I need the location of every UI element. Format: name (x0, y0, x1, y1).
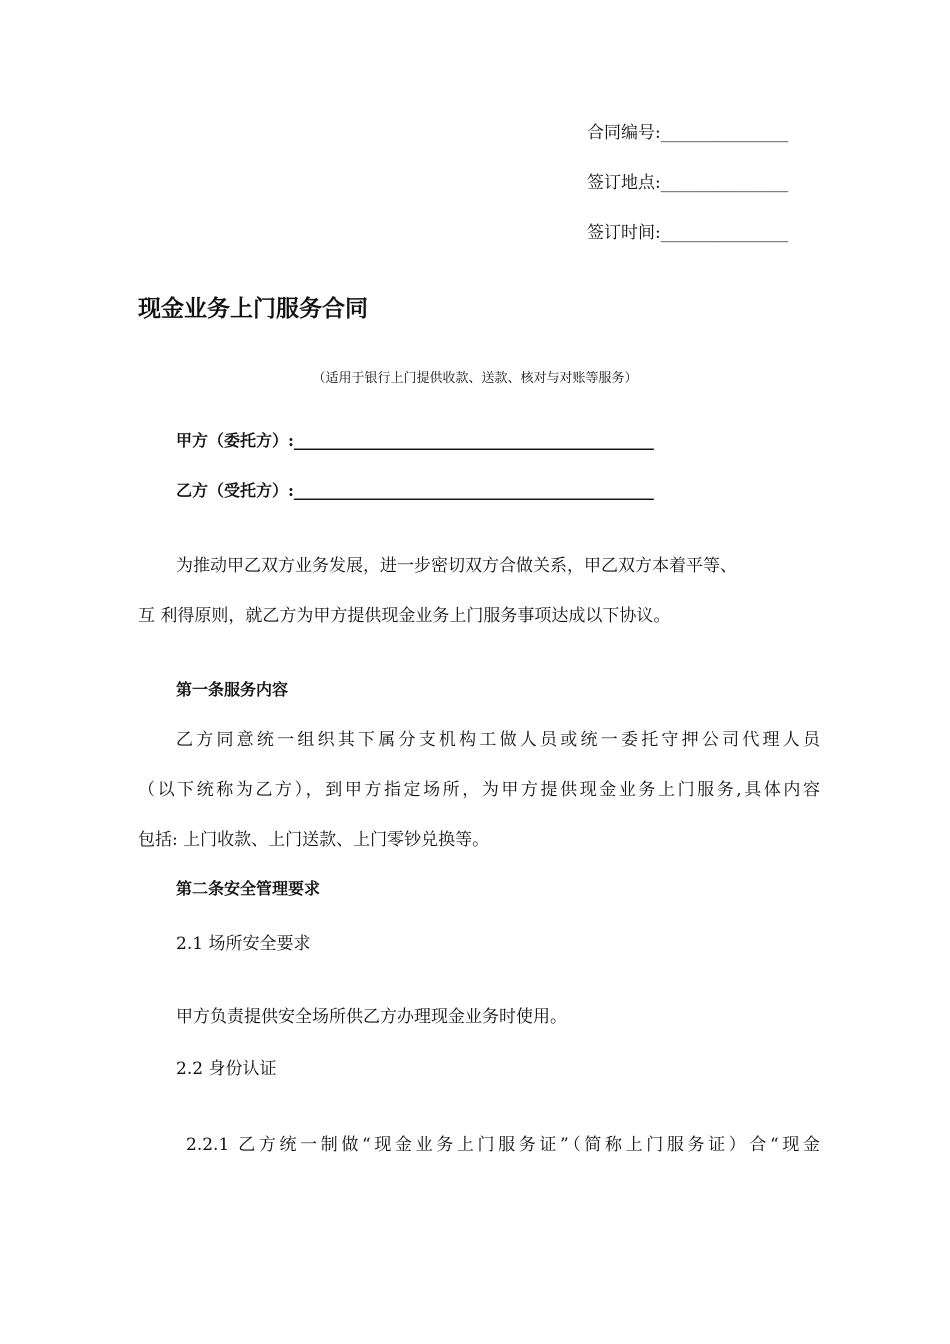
section-2-2-1-text: 2.2.1 乙方统一制做“现金业务上门服务证”（简称上门服务证）合“现金 (186, 1135, 820, 1155)
section-2-1-heading: 2.1 场所安全要求 (176, 934, 311, 954)
article-2-heading: 第二条安全管理要求 (176, 879, 321, 898)
section-2-2-heading: 2.2 身份认证 (176, 1059, 277, 1079)
document-title: 现金业务上门服务合同 (138, 295, 368, 322)
article-1-line-1: 乙方同意统一组织其下属分支机构工做人员或统一委托守押公司代理人员 (176, 730, 820, 750)
party-b-line: 乙方（受托方）:_____________________________________________ (176, 481, 654, 500)
article-1-line-2: （以下统称为乙方），到甲方指定场所，为甲方提供现金业务上门服务,具体内容 (138, 780, 820, 800)
sign-time-field: 签订时间:_______________ (587, 223, 789, 243)
sign-place-field: 签订地点:_______________ (587, 173, 789, 193)
section-2-1-text: 甲方负责提供安全场所供乙方办理现金业务时使用。 (176, 1007, 567, 1027)
party-a-line: 甲方（委托方）:_____________________________________________ (176, 431, 654, 450)
intro-line-2: 互 利得原则，就乙方为甲方提供现金业务上门服务事项达成以下协议。 (138, 606, 671, 626)
contract-number-field: 合同编号:_______________ (587, 123, 789, 143)
article-1-line-3: 包括: 上门收款、上门送款、上门零钞兑换等。 (138, 830, 490, 850)
intro-line-1: 为推动甲乙双方业务发展，进一步密切双方合做关系，甲乙双方本着平等、 (176, 556, 737, 576)
article-1-heading: 第一条服务内容 (176, 680, 289, 699)
document-subtitle: （适用于银行上门提供收款、送款、核对与对账等服务） (312, 371, 638, 386)
